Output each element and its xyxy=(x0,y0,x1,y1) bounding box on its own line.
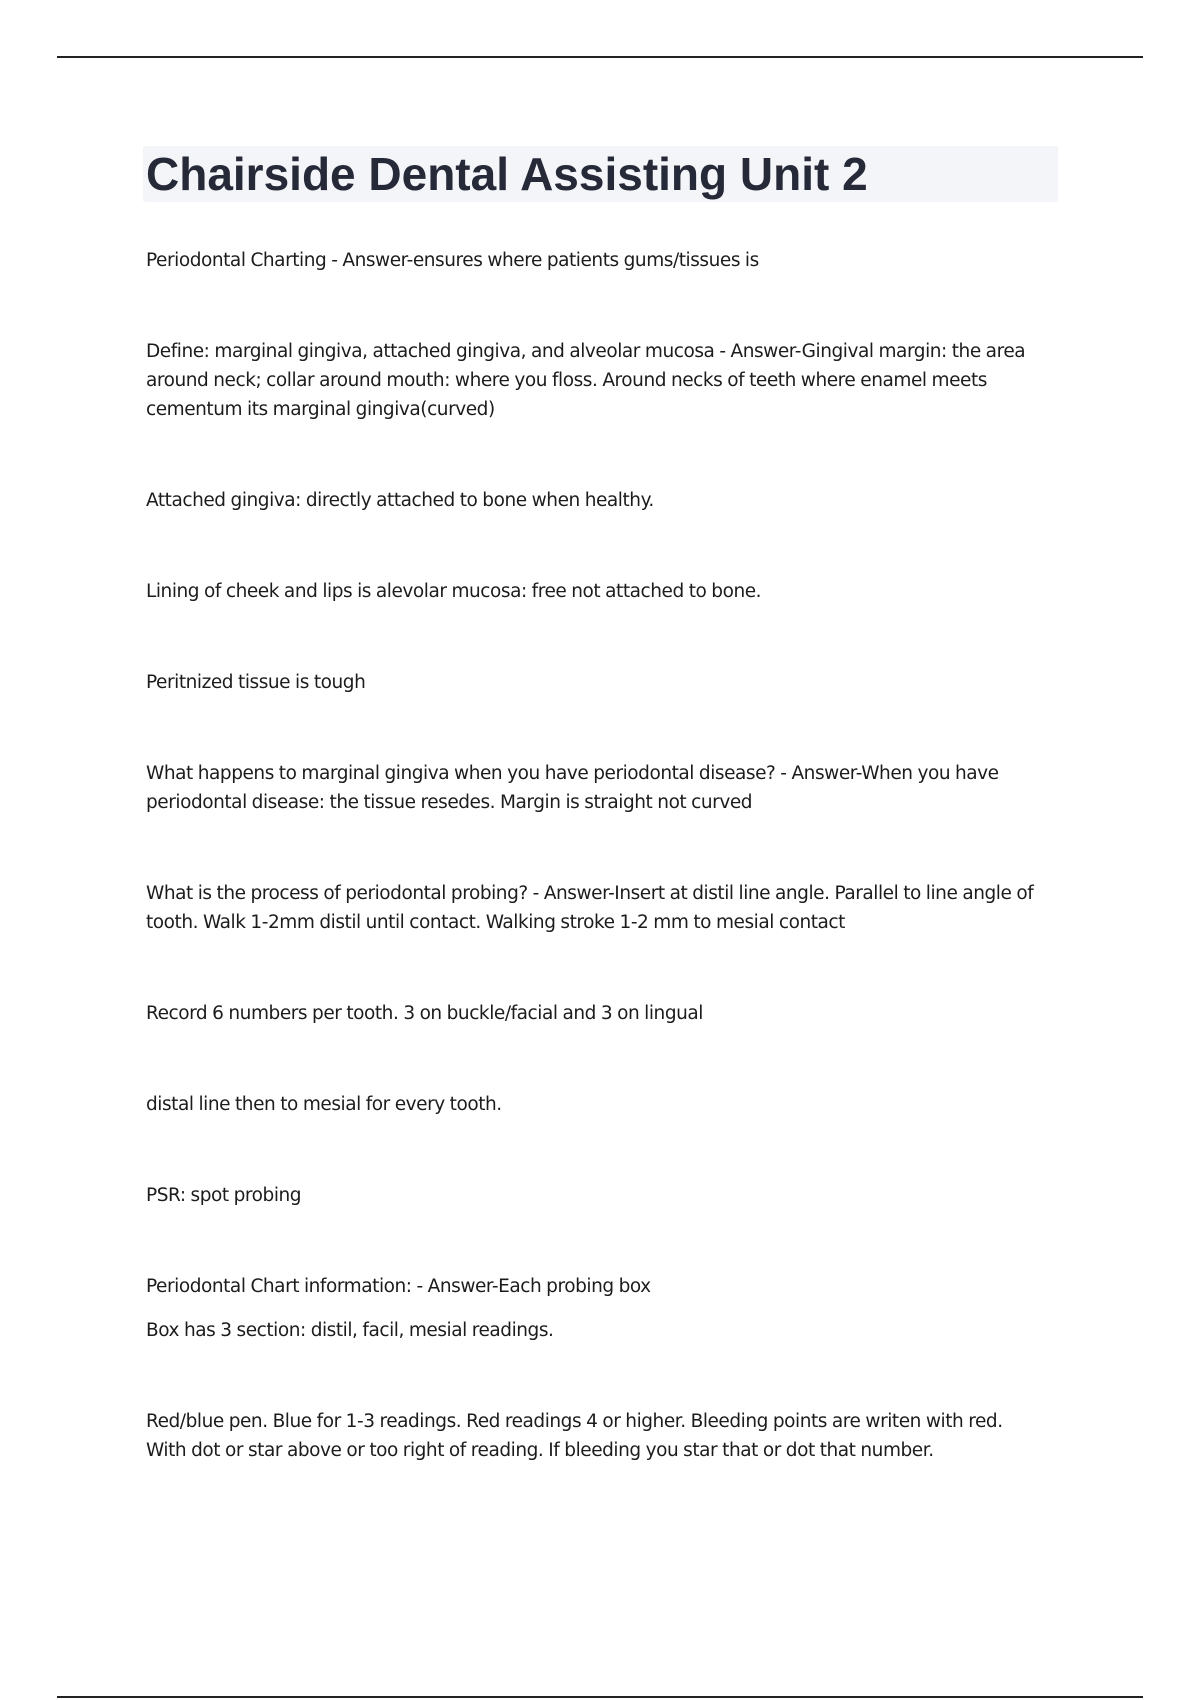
footer-rule xyxy=(57,1696,1143,1698)
paragraph-psr: PSR: spot probing xyxy=(146,1185,302,1206)
paragraph-periodontal-disease: What happens to marginal gingiva when you have periodontal disease? - Answer-When you have periodontal disease: the tissue resedes. Margin is straight not curved xyxy=(146,763,999,813)
paragraph-record-numbers: Record 6 numbers per tooth. 3 on buckle/facial and 3 on lingual xyxy=(146,1003,703,1024)
paragraph-chart-information: Periodontal Chart information: - Answer-Each probing box xyxy=(146,1276,651,1297)
document-title: Chairside Dental Assisting Unit 2 xyxy=(146,148,868,200)
paragraph-tissue-tough: Peritnized tissue is tough xyxy=(146,672,366,693)
paragraph-periodontal-charting: Periodontal Charting - Answer-ensures where patients gums/tissues is xyxy=(146,250,759,271)
paragraph-alveolar-mucosa: Lining of cheek and lips is alevolar mucosa: free not attached to bone. xyxy=(146,581,762,602)
paragraph-probing-process: What is the process of periodontal probing? - Answer-Insert at distil line angle. Parallel to line angle of tooth. Walk 1-2mm distil until contact. Walking stroke 1-2 mm to mesial contact xyxy=(146,883,1034,933)
paragraph-attached-gingiva: Attached gingiva: directly attached to bone when healthy. xyxy=(146,490,654,511)
paragraph-distal-to-mesial: distal line then to mesial for every tooth. xyxy=(146,1094,502,1115)
document-body xyxy=(146,246,1046,1465)
paragraph-define-gingiva: Define: marginal gingiva, attached gingiva, and alveolar mucosa - Answer-Gingival margin: the area around neck; collar around mouth: where you floss. Around necks of teeth where enamel meets cementum its marginal gingiva(curved) xyxy=(146,341,1026,420)
paragraph-pen-colors: Red/blue pen. Blue for 1-3 readings. Red readings 4 or higher. Bleeding points are writen with red. With dot or star above or too right of reading. If bleeding you star that or dot that number. xyxy=(146,1411,1003,1461)
header-rule xyxy=(57,56,1143,58)
paragraph-box-sections: Box has 3 section: distil, facil, mesial readings. xyxy=(146,1320,554,1341)
